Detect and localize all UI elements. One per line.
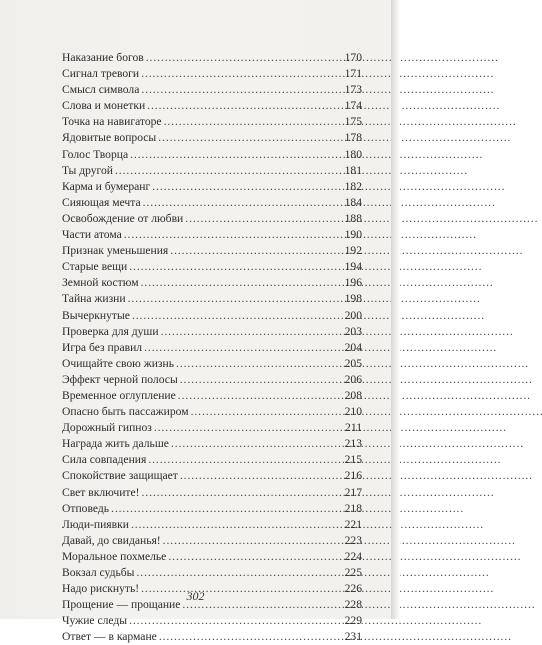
toc-entry-page-number: 178 [344, 131, 362, 145]
toc-entry [62, 420, 362, 436]
toc-dot-leader [141, 66, 342, 82]
toc-entry [62, 147, 362, 163]
toc-entry [62, 404, 362, 420]
toc-entry-title: Очищайте свою жизнь [62, 356, 174, 370]
toc-entry-page-number: 217 [344, 485, 362, 499]
toc-entry-page-number: 215 [344, 453, 362, 467]
toc-entry [62, 549, 362, 565]
toc-entry-title: Отповедь [62, 501, 110, 515]
toc-entry-page-number: 208 [344, 388, 362, 402]
toc-dot-leader [185, 211, 342, 227]
toc-dot-leader [141, 82, 342, 98]
toc-entry [62, 436, 362, 452]
toc-entry-title: Земной костюм [62, 276, 139, 290]
toc-dot-leader [191, 404, 343, 420]
toc-entry-page-number: 223 [344, 533, 362, 547]
toc-entry [62, 275, 362, 291]
toc-entry [62, 565, 362, 581]
toc-entry-title: Ты другой [62, 163, 113, 177]
toc-entry-page-number: 184 [344, 195, 362, 209]
toc-entry [62, 452, 362, 468]
toc-entry-title: Проверка для души [62, 324, 159, 338]
toc-entry-page-number: 180 [344, 147, 362, 161]
toc-entry-title: Слова и монетки [62, 99, 146, 113]
toc-dot-leader [124, 227, 343, 243]
toc-entry-title: Части атома [62, 228, 122, 242]
toc-dot-leader [158, 130, 342, 146]
toc-dot-leader [178, 388, 343, 404]
toc-dot-leader [163, 533, 343, 549]
toc-entry-page-number: 181 [344, 163, 362, 177]
toc-entry-title: Временное оглупление [62, 388, 176, 402]
toc-entry [62, 517, 362, 533]
toc-entry [62, 388, 362, 404]
toc-entry-page-number: 229 [344, 614, 362, 628]
toc-entry-title: Опасно быть пассажиром [62, 405, 189, 419]
toc-dot-leader [136, 565, 342, 581]
toc-entry-title: Сила совпадения [62, 453, 147, 467]
toc-entry [62, 308, 362, 324]
toc-entry [62, 243, 362, 259]
toc-entry-page-number: 206 [344, 372, 362, 386]
toc-dot-leader [154, 420, 343, 436]
table-of-contents [62, 50, 362, 645]
toc-entry-page-number: 218 [344, 501, 362, 515]
toc-entry [62, 356, 362, 372]
toc-entry-page-number: 171 [344, 67, 362, 81]
toc-entry [62, 130, 362, 146]
toc-dot-leader [152, 179, 342, 195]
toc-dot-leader [164, 114, 343, 130]
toc-entry [62, 211, 362, 227]
toc-entry-page-number: 221 [344, 517, 362, 531]
toc-entry-title: Освобождение от любви [62, 211, 184, 225]
toc-entry [62, 340, 362, 356]
toc-entry [62, 501, 362, 517]
toc-entry [62, 50, 362, 66]
toc-entry-page-number: 198 [344, 292, 362, 306]
toc-dot-leader [141, 275, 343, 291]
toc-entry-title: Вокзал судьбы [62, 566, 135, 579]
toc-dot-leader [147, 98, 342, 114]
toc-entry-page-number: 224 [344, 549, 362, 563]
toc-entry-title: Прощение — прощание [62, 598, 181, 612]
toc-entry-title: Смысл символа [62, 83, 140, 97]
toc-entry-page-number: 194 [344, 260, 362, 274]
toc-entry [62, 468, 362, 484]
toc-entry-page-number: 175 [344, 115, 362, 129]
toc-dot-leader [171, 436, 343, 452]
toc-entry [62, 66, 362, 82]
toc-entry-title: Голос Творца [62, 147, 129, 161]
toc-entry-title: Люди-пиявки [62, 517, 129, 531]
toc-entry-title: Точка на навигаторе [62, 115, 162, 129]
toc-entry-page-number: 173 [344, 83, 362, 97]
toc-entry-title: Свет включите! [62, 485, 140, 499]
toc-entry-page-number: 174 [344, 99, 362, 113]
toc-entry-page-number: 204 [344, 340, 362, 354]
toc-dot-leader [168, 549, 342, 565]
toc-entry-title: Сигнал тревоги [62, 67, 140, 81]
toc-entry-page-number: 231 [344, 630, 362, 644]
toc-entry-title: Надо рискнуть! [62, 582, 140, 596]
toc-entry-page-number: 203 [344, 324, 362, 338]
toc-entry-title: Дорожный гипноз [62, 421, 152, 435]
toc-entry-title: Моральное похмелье [62, 549, 167, 563]
toc-dot-leader [129, 259, 342, 275]
toc-entry-title: Игра без правил [62, 340, 143, 354]
toc-dot-leader [180, 468, 343, 484]
toc-entry [62, 372, 362, 388]
toc-entry-page-number: 192 [344, 244, 362, 258]
toc-entry-title: Сияющая мечта [62, 195, 141, 209]
toc-entry-page-number: 196 [344, 276, 362, 290]
toc-dot-leader [143, 195, 343, 211]
toc-entry [62, 291, 362, 307]
toc-entry [62, 259, 362, 275]
page-edge-shadow [391, 0, 400, 619]
toc-dot-leader [141, 485, 342, 501]
toc-dot-leader [144, 340, 343, 356]
toc-entry-page-number: 170 [344, 51, 362, 64]
toc-dot-leader [161, 324, 343, 340]
toc-dot-leader [159, 629, 343, 645]
toc-dot-leader [132, 308, 343, 324]
toc-entry [62, 179, 362, 195]
toc-entry [62, 629, 362, 645]
toc-entry [62, 98, 362, 114]
toc-entry [62, 227, 362, 243]
toc-entry-title: Спокойствие защищает [62, 469, 178, 483]
toc-entry-page-number: 228 [344, 598, 362, 612]
toc-dot-leader [170, 243, 342, 259]
toc-entry-title: Старые вещи [62, 260, 128, 274]
toc-entry-page-number: 200 [344, 308, 362, 322]
toc-entry-title: Вычеркнутые [62, 308, 130, 322]
toc-entry-page-number: 225 [344, 566, 362, 579]
toc-dot-leader [115, 163, 343, 179]
toc-entry [62, 195, 362, 211]
toc-entry-page-number: 210 [344, 405, 362, 419]
toc-dot-leader [176, 356, 343, 372]
toc-dot-leader [131, 517, 343, 533]
toc-dot-leader [129, 613, 343, 629]
toc-entry [62, 324, 362, 340]
toc-entry-title: Карма и бумеранг [62, 179, 151, 193]
toc-entry-title: Эффект черной полосы [62, 372, 178, 386]
toc-entry [62, 114, 362, 130]
toc-entry-title: Чужие следы [62, 614, 128, 628]
toc-entry-title: Давай, до свиданья! [62, 533, 161, 547]
toc-entry-page-number: 205 [344, 356, 362, 370]
toc-dot-leader [148, 452, 342, 468]
toc-dot-leader [130, 147, 343, 163]
toc-entry [62, 613, 362, 629]
toc-entry-page-number: 216 [344, 469, 362, 483]
toc-entry [62, 485, 362, 501]
toc-dot-leader [111, 501, 343, 517]
toc-entry-page-number: 213 [344, 437, 362, 451]
page-number-folio: 302 [186, 589, 205, 603]
toc-entry-title: Ядовитые вопросы [62, 131, 157, 145]
toc-entry-page-number: 188 [344, 211, 362, 225]
toc-entry-page-number: 190 [344, 228, 362, 242]
toc-dot-leader [180, 372, 343, 388]
toc-entry [62, 533, 362, 549]
toc-entry-title: Признак уменьшения [62, 244, 169, 258]
toc-entry-page-number: 211 [345, 421, 362, 435]
toc-entry-title: Ответ — в кармане [62, 630, 157, 644]
toc-entry-page-number: 182 [344, 179, 362, 193]
toc-entry [62, 82, 362, 98]
toc-entry-title: Награда жить дальше [62, 437, 169, 451]
toc-dot-leader [128, 291, 343, 307]
toc-entry [62, 163, 362, 179]
toc-entry-title: Тайна жизни [62, 292, 126, 306]
toc-entry-title: Наказание богов [62, 51, 144, 64]
toc-dot-leader [146, 50, 343, 66]
toc-entry-page-number: 226 [344, 582, 362, 596]
